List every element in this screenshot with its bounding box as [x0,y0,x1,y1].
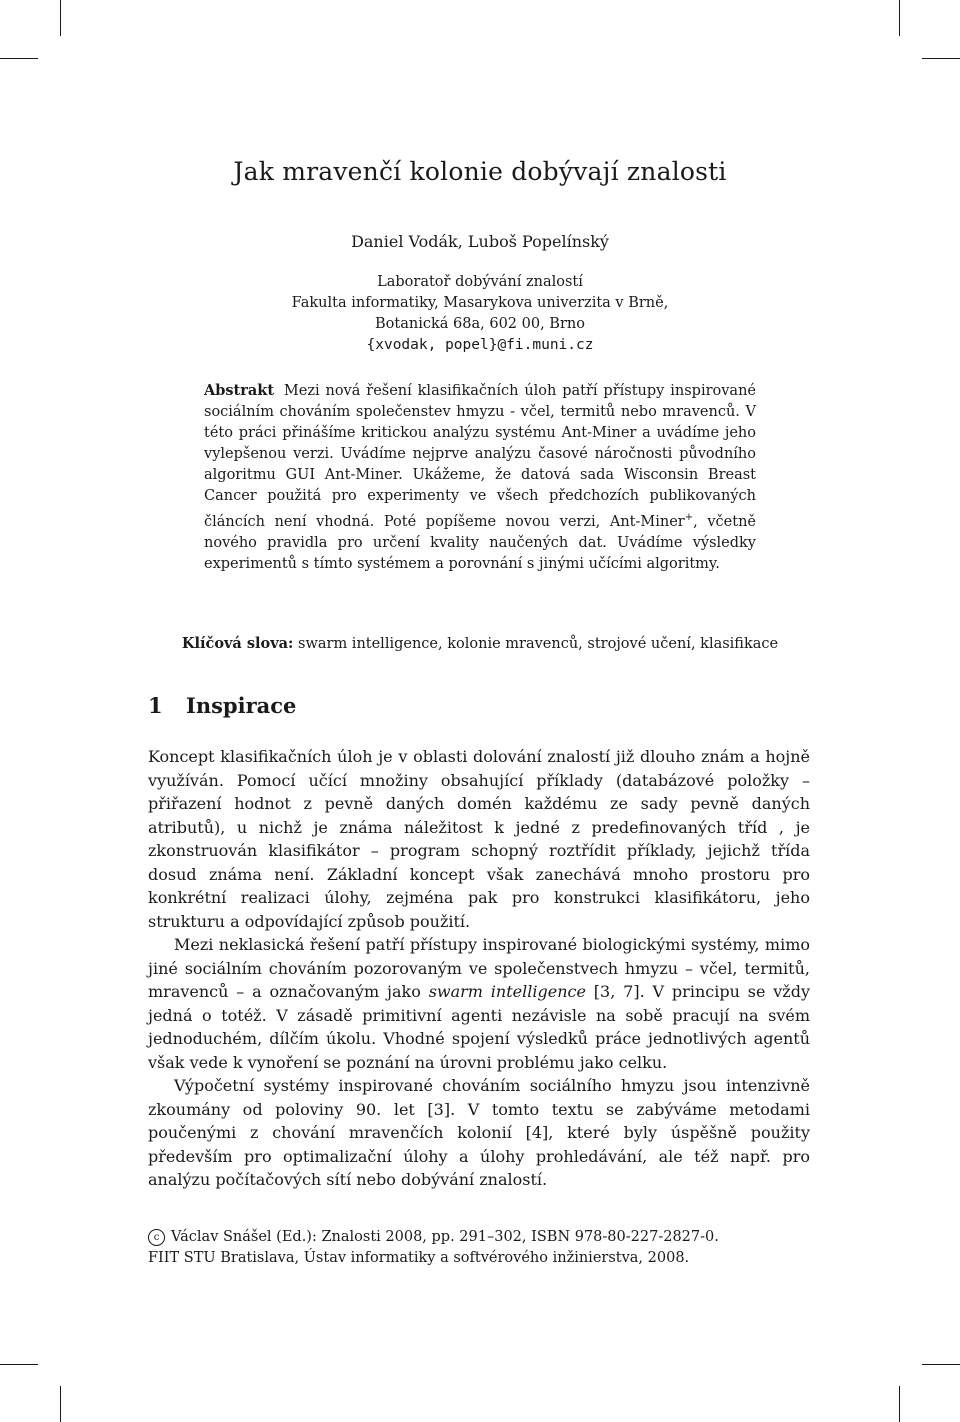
email-suffix: @fi.muni.cz [497,337,594,353]
paragraph-1: Koncept klasifikačních úloh je v oblasti dolování znalostí již dlouho znám a hojně využíván. Pomocí učící množiny obsahující příklady (databázové položky – přiřazení hodnot z pevně daných domén každému ze sady pevně daných atributů), u nichž je známa náležitost k jedné z predefinovaných tříd , je zkonstruován klasifikátor – program schopný roztřídit příklady, jejichž třída dosud známa není. Základní koncept však zanechává mnoho prostoru pro konkrétní realizaci úlohy, zejména pak pro konstrukci klasifikátoru, jeho strukturu a odpovídající způsob použití. [148,747,810,931]
abstract-text-b: , včetně nového pravidla pro určení kvality naučených dat. Uvádíme výsledky experimentů s tímto systémem a porovnání s jinými učícími algoritmy. [204,513,756,572]
paragraph-2 [148,933,810,1074]
crop-mark-top-left-h [0,58,38,59]
paragraph-2-part-a: Mezi neklasická řešení patří přístupy inspirované biologickými systémy, mimo jiné sociálním chováním pozorovaným ve společenstvech hmyzu – včel, termitů, mravenců – a označovaným jako [148,935,810,1001]
section-title: Inspirace [186,693,297,718]
crop-mark-bottom-left-h [0,1364,38,1365]
affiliation-lab: Laboratoř dobývání znalostí [377,274,583,290]
affiliation-email[interactable] [0,335,960,356]
affiliation-faculty: Fakulta informatiky, Masarykova univerzita v Brně, [291,295,669,311]
keywords [0,633,960,655]
paragraph-3: Výpočetní systémy inspirované chováním sociálního hmyzu jsou intenzivně zkoumány od poloviny 90. let [3]. V tomto textu se zabýváme metodami poučenými z chování mravenčích kolonií [4], které byly úspěšně použity především pro optimalizační úlohy a úlohy prohledávání, ale též např. pro analýzu počítačových sítí nebo dobývání znalostí. [148,1076,810,1189]
keywords-label: Klíčová slova: [181,635,294,652]
footer [148,1227,810,1269]
crop-mark-bottom-left-v [60,1386,61,1422]
section-body [148,745,810,1192]
footer-citation: Václav Snášel (Ed.): Znalosti 2008, pp. 291–302, ISBN 978-80-227-2827-0. [171,1229,719,1245]
paper-authors: Daniel Vodák, Luboš Popelínský [351,232,609,251]
affiliation-address: Botanická 68a, 602 00, Brno [375,316,585,332]
paper-title: Jak mravenčí kolonie dobývají znalosti [233,157,727,186]
email-prefix: {xvodak, popel} [366,337,498,353]
crop-mark-top-left-v [60,0,61,36]
crop-mark-bottom-right-v [899,1386,900,1422]
footer-line-1 [148,1227,810,1248]
copyright-icon: c [148,1229,165,1246]
abstract-superscript: + [684,512,694,523]
affiliation [0,272,960,356]
paragraph-2-part-b: [3, 7]. V principu se vždy jedná o totéž. V zásadě primitivní agenti nezávisle na sobě pracují na svém jednoduchém, dílčím úkolu. Vhodné spojení výsledků práce jednotlivých agentů však vede k vynoření se poznání na úrovni problému jako celku. [148,982,811,1072]
abstract-text-a: Mezi nová řešení klasifikačních úloh patří přístupy inspirované sociálním chováním společenstev hmyzu - včel, termitů nebo mravenců. V této práci přinášíme kritickou analýzu systému Ant-Miner a uvádíme jeho vylepšenou verzi. Uvádíme nejprve analýzu časové náročnosti původního algoritmu GUI Ant-Miner. Ukážeme, že datová sada Wisconsin Breast Cancer použitá pro experimenty ve všech předchozích publikovaných článcích není vhodná. Poté popíšeme novou verzi, Ant-Miner [204,383,756,530]
abstract [204,380,756,575]
paragraph-2-emphasis: swarm intelligence [428,982,586,1001]
section-number: 1 [148,693,163,718]
crop-mark-top-right-h [922,58,960,59]
keywords-text: swarm intelligence, kolonie mravenců, strojové učení, klasifikace [298,636,779,652]
footer-line-2: FIIT STU Bratislava, Ústav informatiky a softvérového inžinierstva, 2008. [148,1250,690,1266]
abstract-label: Abstrakt [204,382,275,399]
crop-mark-bottom-right-h [922,1364,960,1365]
crop-mark-top-right-v [899,0,900,36]
section-heading [148,692,296,720]
